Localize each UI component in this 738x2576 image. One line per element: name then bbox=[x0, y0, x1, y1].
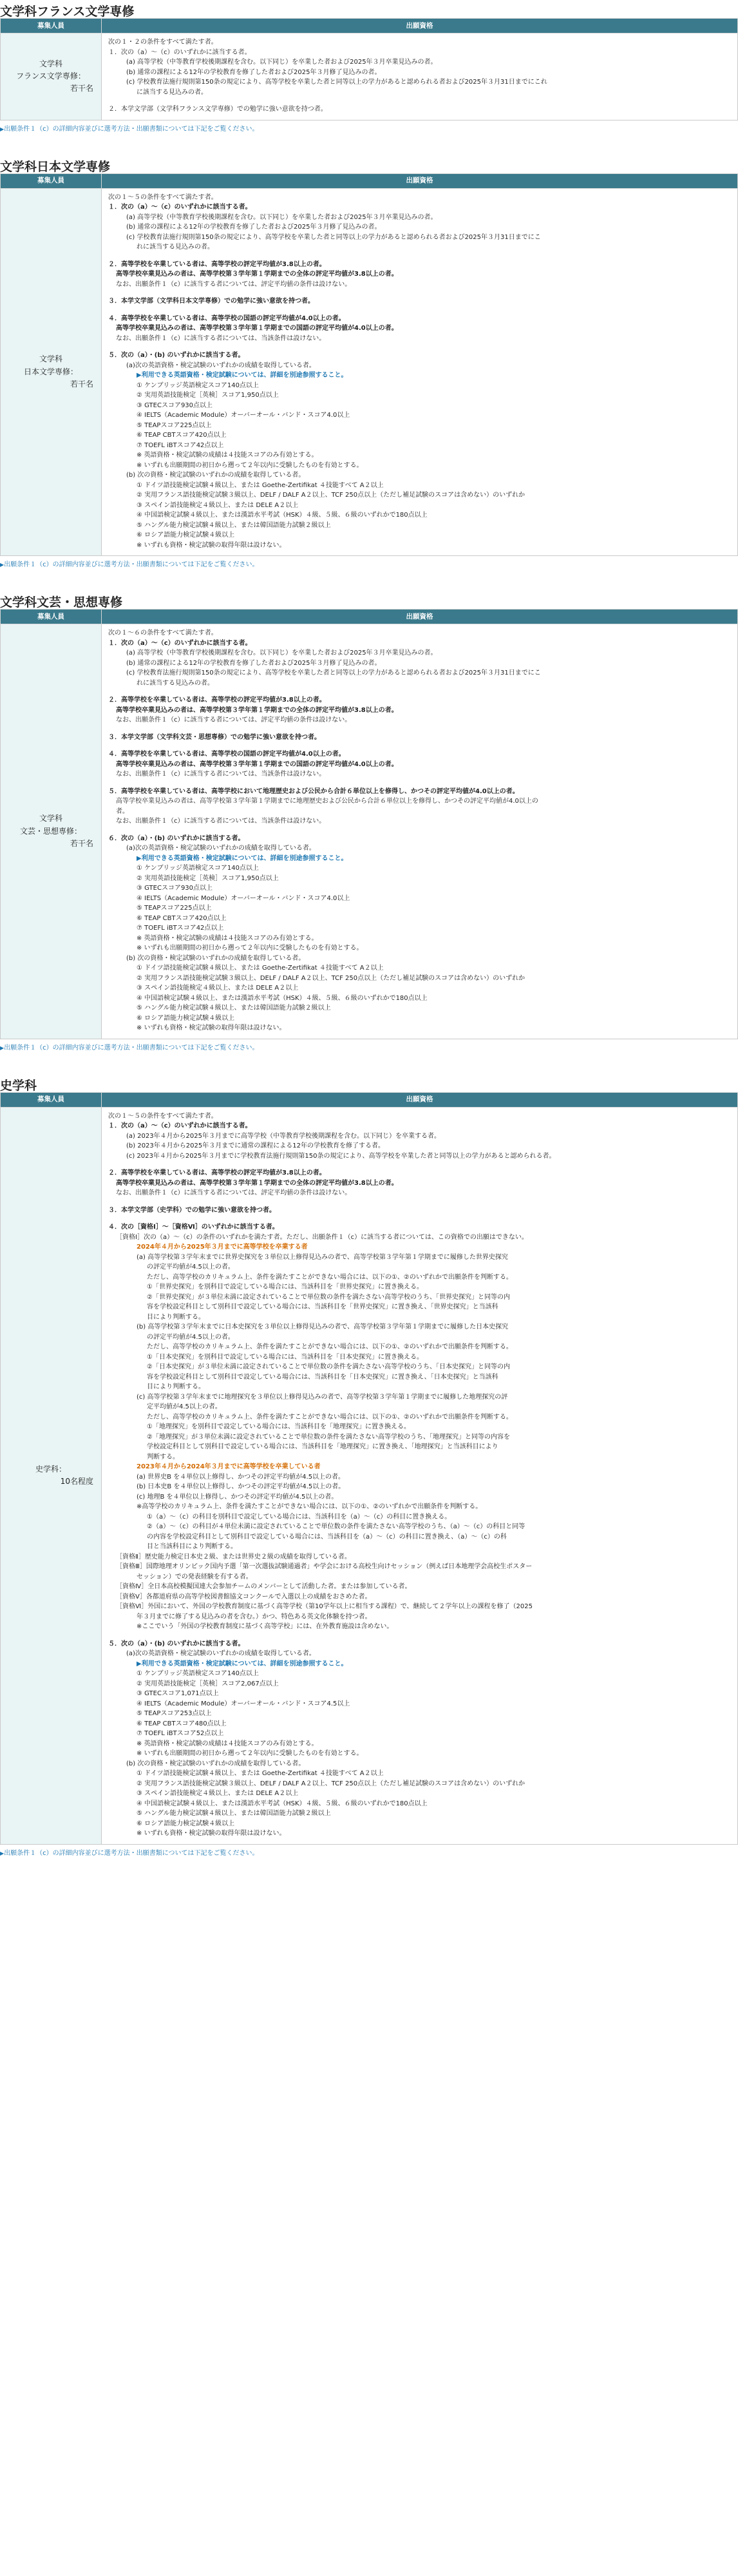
capacity-cell bbox=[1, 188, 102, 556]
requirement-line: ２．高等学校を卒業している者は、高等学校の評定平均値が3.8以上の者。 bbox=[108, 697, 326, 704]
requirement-line: ※ 英語資格・検定試験の成績は４技能スコアのみ有効とする。 bbox=[137, 452, 318, 459]
requirement-line: 高等学校卒業見込みの者は、高等学校第３学年第１学期までの国語の評定平均値が4.0以上の者。 bbox=[116, 760, 398, 768]
requirement-line: なお、出願条件１（c）に該当する者については、評定平均値の条件は設けない。 bbox=[116, 280, 352, 288]
requirement-line: (a)次の英語資格・検定試験のいずれかの成績を取得している者。 bbox=[126, 1650, 316, 1657]
requirement-line: ［資格Ⅴ］各都道府県の高等学校図書館協文コンクールで入選以上の成績をおさめた者。 bbox=[116, 1593, 372, 1600]
requirement-line: ④ IELTS（Academic Module）オーバーオール・バンド・スコア4.0以上 bbox=[137, 412, 350, 419]
requirement-line: ① ケンブリッジ英語検定スコア140点以上 bbox=[137, 865, 259, 872]
eligibility-cell bbox=[102, 1107, 738, 1844]
requirement-line: ①（a）～（c）の科目を別科目で設定している場合には、当該科目を（a）～（c）の科目に置き換える。 bbox=[147, 1513, 451, 1521]
requirement-line: 容を学校設定科目として別科目で設定している場合には、当該科目を「世界史探究」に置き換え、「世界史探究」と当該科 bbox=[147, 1303, 498, 1311]
eligibility-cell bbox=[102, 34, 738, 120]
requirement-line: (c) 学校教育法施行規則第150条の規定により、高等学校を卒業した者と同等以上の学力があると認められる者および2025年３月31日までにこれ bbox=[126, 79, 547, 86]
arrow-right-icon: ▶ bbox=[0, 1850, 5, 1856]
header-capacity: 募集人員 bbox=[1, 173, 102, 188]
requirement-line: セッション）での発表経験を有する者。 bbox=[137, 1573, 252, 1581]
details-link[interactable] bbox=[0, 1043, 738, 1056]
capacity-line: 文学科 bbox=[39, 59, 62, 68]
requirement-line: 目と当該科目により判断する。 bbox=[147, 1543, 237, 1550]
details-link[interactable] bbox=[0, 124, 738, 137]
requirement-line: ④ 中国語検定試験４級以上、または漢語水平考試（HSK）４級、５級、６級のいずれかで180点以上 bbox=[137, 1800, 428, 1807]
capacity-line: 10名程度 bbox=[60, 1477, 93, 1486]
requirement-line: 定平均値が4.5以上の者。 bbox=[147, 1403, 222, 1410]
requirement-line: ※ いずれも資格・検定試験の取得年限は設けない。 bbox=[137, 1024, 286, 1032]
requirement-line: 高等学校卒業見込みの者は、高等学校第３学年第１学期までに地理歴史および公民から合計６単位以上を修得し、かつその評定平均値が4.0以上の bbox=[116, 798, 538, 805]
capacity-line: 文学科 bbox=[39, 354, 62, 364]
requirement-line: 次の１・２の条件をすべて満たす者。 bbox=[108, 39, 218, 46]
requirement-line: ⑦ TOEFL iBTスコア52点以上 bbox=[137, 1730, 224, 1737]
requirement-line: (c) 学校教育法施行規則第150条の規定により、高等学校を卒業した者と同等以上の学力があると認められる者および2025年３月31日までにこ bbox=[126, 669, 541, 677]
requirement-line: ④ IELTS（Academic Module）オーバーオール・バンド・スコア4.5以上 bbox=[137, 1700, 350, 1707]
requirement-line: ※ いずれも出願期間の初日から遡って２年以内に受験したものを有効とする。 bbox=[137, 461, 363, 469]
requirement-line: (b) 高等学校第３学年末までに日本史探究を３単位以上修得見込みの者で、高等学校第３学年第１学期までに履修した日本史探究 bbox=[137, 1323, 509, 1331]
requirement-line: 高等学校卒業見込みの者は、高等学校第３学年第１学期までの全体の評定平均値が3.8以上の者。 bbox=[116, 706, 398, 714]
requirement-line: ［資格Ⅵ］外国において、外国の学校教育制度に基づく高等学校（第10学年以上に相当する課程）で、継続して２学年以上の課程を修了（2025 bbox=[116, 1603, 533, 1610]
requirement-line: ［資格Ⅱ］歴史能力検定日本史２級、または世界史２級の成績を取得している者。 bbox=[116, 1553, 351, 1561]
section-title: 文学科フランス文学専修 bbox=[0, 5, 135, 19]
requirement-line: ▶利用できる英語資格・検定試験については、詳細を別途参照すること。 bbox=[137, 1660, 348, 1668]
requirement-line: ⑥ TEAP CBTスコア480点以上 bbox=[137, 1720, 227, 1727]
requirements-table bbox=[0, 609, 738, 1039]
capacity-line: 文学科 bbox=[39, 814, 62, 823]
requirement-line: ４．高等学校を卒業している者は、高等学校の国語の評定平均値が4.0以上の者。 bbox=[108, 751, 345, 758]
requirement-line: ① ドイツ語技能検定試験４級以上、または Goethe-Zertifikat ４技能すべて A２以上 bbox=[137, 1770, 384, 1777]
details-link-text: 出願条件１（c）の詳細内容並びに選考方法・出願書類については下記をご覧ください。 bbox=[4, 561, 259, 568]
requirement-line: 次の１～５の条件をすべて満たす者。 bbox=[108, 193, 218, 201]
section-title: 文学科文芸・思想専修 bbox=[0, 595, 123, 610]
requirement-line: ①「地理探究」を別科目で設定している場合には、当該科目を「地理探究」に置き換える。 bbox=[147, 1423, 410, 1430]
requirement-line: ② 実用フランス語技能検定試験３級以上、DELF / DALF A２以上、TCF 250点以上（ただし補足試験のスコアは含めない）のいずれか bbox=[137, 492, 525, 499]
requirement-line: (a) 世界史B を４単位以上修得し、かつその評定平均値が4.5以上の者。 bbox=[137, 1473, 345, 1481]
requirement-line: 2023年４月から2024年３月までに高等学校を卒業している者 bbox=[137, 1463, 321, 1470]
requirement-line: ① ケンブリッジ英語検定スコア140点以上 bbox=[137, 381, 259, 389]
requirement-line: ②（a）～（c）の科目が４単位未満に設定されていることで単位数の条件を満たさない高等学校のうち、（a）～（c）の科目と同等 bbox=[147, 1523, 525, 1530]
section-title: 史学科 bbox=[0, 1078, 37, 1093]
requirement-line: ④ IELTS（Academic Module）オーバーオール・バンド・スコア4.0以上 bbox=[137, 894, 350, 902]
requirements-table bbox=[0, 173, 738, 557]
requirement-line: (a)次の英語資格・検定試験のいずれかの成績を取得している者。 bbox=[126, 845, 316, 852]
details-link-text: 出願条件１（c）の詳細内容並びに選考方法・出願書類については下記をご覧ください。 bbox=[4, 1849, 259, 1857]
requirement-line: ［資格Ⅰ］次の（a）～（c）の条件のいずれかを満たす者。ただし、出願条件１（c）に該当する者については、この資格での出願はできない。 bbox=[116, 1233, 528, 1241]
arrow-right-icon: ▶ bbox=[0, 562, 5, 568]
requirement-line: に該当する見込みの者。 bbox=[137, 88, 207, 96]
requirement-line: 高等学校卒業見込みの者は、高等学校第３学年第１学期までの全体の評定平均値が3.8以上の者。 bbox=[116, 1179, 398, 1187]
requirement-line: の評定平均値が4.5以上の者。 bbox=[147, 1333, 234, 1341]
section bbox=[0, 155, 738, 573]
requirement-line: ※ 英語資格・検定試験の成績は４技能スコアのみ有効とする。 bbox=[137, 934, 318, 942]
requirement-line: ① ドイツ語技能検定試験４級以上、または Goethe-Zertifikat ４技能すべて A２以上 bbox=[137, 965, 384, 972]
requirement-line: ※ いずれも出願期間の初日から遡って２年以内に受験したものを有効とする。 bbox=[137, 1750, 363, 1757]
requirement-line: ② 実用英語技能検定［英検］スコア2,067点以上 bbox=[137, 1680, 279, 1687]
requirement-line: 学校設定科目として別科目で設定している場合には、当該科目を「地理探究」に置き換え、「地理探究」と当該科目により bbox=[147, 1443, 498, 1450]
requirement-line: ④ 中国語検定試験４級以上、または漢語水平考試（HSK）４級、５級、６級のいずれかで180点以上 bbox=[137, 994, 428, 1002]
requirement-line: ⑥ ロシア語能力検定試験４級以上 bbox=[137, 1820, 235, 1827]
requirement-line: (a) 高等学校第３学年末までに世界史探究を３単位以上修得見込みの者で、高等学校第３学年第１学期までに履修した世界史探究 bbox=[137, 1253, 508, 1261]
requirement-line: ４．次の［資格Ⅰ］～［資格Ⅵ］のいずれかに該当する者。 bbox=[108, 1224, 279, 1231]
capacity-cell bbox=[1, 1107, 102, 1844]
requirement-line: ※ いずれも出願期間の初日から遡って２年以内に受験したものを有効とする。 bbox=[137, 945, 363, 952]
requirement-line: 判断する。 bbox=[147, 1453, 179, 1461]
section bbox=[0, 591, 738, 1056]
requirement-line: ①「世界史探究」を別科目で設定している場合には、当該科目を「世界史探究」に置き換える。 bbox=[147, 1283, 423, 1291]
requirement-line: ① ケンブリッジ英語検定スコア140点以上 bbox=[137, 1670, 259, 1677]
requirement-line: ⑥ ロシア語能力検定試験４級以上 bbox=[137, 532, 235, 539]
requirement-line: ５．次の（a）・(b) のいずれかに該当する者。 bbox=[108, 352, 245, 359]
requirement-line: ④ 中国語検定試験４級以上、または漢語水平考試（HSK）４級、５級、６級のいずれかで180点以上 bbox=[137, 512, 428, 519]
requirement-line: ※ 英語資格・検定試験の成績は４技能スコアのみ有効とする。 bbox=[137, 1740, 318, 1747]
requirement-line: (a) 高等学校（中等教育学校後期課程を含む。以下同じ）を卒業した者および2025年３月卒業見込みの者。 bbox=[126, 649, 437, 657]
requirement-line: ③ GTECスコア1,071点以上 bbox=[137, 1690, 219, 1697]
requirement-line: ［資格Ⅲ］国際地理オリンピック国内予選「第一次選抜試験通過者」や学会における高校生向けセッション（例えば日本地理学会高校生ポスター bbox=[116, 1563, 533, 1570]
requirement-line: 容を学校設定科目として別科目で設定している場合には、当該科目を「日本史探究」に置き換え、「日本史探究」と当該科 bbox=[147, 1373, 498, 1381]
requirement-line: ② 実用フランス語技能検定試験３級以上、DELF / DALF A２以上、TCF 250点以上（ただし補足試験のスコアは含めない）のいずれか bbox=[137, 1780, 525, 1787]
requirement-line: ②「地理探究」が３単位未満に設定されていることで単位数の条件を満たさない高等学校のうち、「地理探究」と同等の内容を bbox=[147, 1433, 510, 1441]
requirement-line: 高等学校卒業見込みの者は、高等学校第３学年第１学期までの国語の評定平均値が4.0以上の者。 bbox=[116, 325, 398, 332]
requirement-line: ③ スペイン語技能検定４級以上、または DELE A２以上 bbox=[137, 1790, 299, 1797]
requirement-line: ⑤ TEAPスコア253点以上 bbox=[137, 1710, 212, 1717]
section bbox=[0, 1074, 738, 1861]
requirement-line: ４．高等学校を卒業している者は、高等学校の国語の評定平均値が4.0以上の者。 bbox=[108, 314, 345, 322]
requirement-line: ２．高等学校を卒業している者は、高等学校の評定平均値が3.8以上の者。 bbox=[108, 1169, 326, 1177]
requirement-line: ※ いずれも資格・検定試験の取得年限は設けない。 bbox=[137, 541, 286, 549]
requirement-line: ５．高等学校を卒業している者は、高等学校において地理歴史および公民から合計６単位以上を修得し、かつその評定平均値が4.0以上の者。 bbox=[108, 787, 519, 795]
requirement-line: ⑥ ロシア語能力検定試験４級以上 bbox=[137, 1014, 235, 1022]
section bbox=[0, 0, 738, 137]
requirement-line: なお、出願条件１（c）に該当する者については、評定平均値の条件は設けない。 bbox=[116, 716, 352, 724]
header-eligibility: 出願資格 bbox=[102, 1092, 738, 1107]
requirement-line: (b) 通常の課程による12年の学校教育を修了した者および2025年３月修了見込みの者。 bbox=[126, 659, 381, 667]
section-title: 文学科日本文学専修 bbox=[0, 159, 111, 174]
requirement-line: (a) 高等学校（中等教育学校後期課程を含む。以下同じ）を卒業した者および2025年３月卒業見込みの者。 bbox=[126, 213, 437, 221]
requirement-line: ⑤ ハングル能力検定試験４級以上、または韓国語能力試験２級以上 bbox=[137, 1004, 331, 1012]
requirement-line: ６．次の（a）・(b) のいずれかに該当する者。 bbox=[108, 834, 245, 842]
requirement-line: ３．本学文学部（史学科）での勉学に強い意欲を持つ者。 bbox=[108, 1206, 276, 1214]
requirement-line: １．次の（a）～（c）のいずれかに該当する者。 bbox=[108, 48, 251, 56]
requirement-line: ３．本学文学部（文学科文芸・思想専修）での勉学に強い意欲を持つ者。 bbox=[108, 733, 321, 741]
capacity-line: 文芸・思想専修： bbox=[19, 826, 82, 836]
eligibility-cell bbox=[102, 188, 738, 556]
requirement-line: ただし、高等学校のカリキュラム上、条件を満たすことができない場合には、以下の①、②のいずれかで出願条件を判断する。 bbox=[147, 1413, 513, 1421]
requirement-line: (a) 高等学校（中等教育学校後期課程を含む。以下同じ）を卒業した者および2025年３月卒業見込みの者。 bbox=[126, 59, 437, 66]
requirement-line: れに該当する見込みの者。 bbox=[137, 244, 214, 251]
capacity-line: 若干名 bbox=[70, 379, 93, 389]
capacity-line: 若干名 bbox=[70, 838, 93, 848]
details-link-text: 出願条件１（c）の詳細内容並びに選考方法・出願書類については下記をご覧ください。 bbox=[4, 125, 259, 133]
requirement-line: ※高等学校のカリキュラム上、条件を満たすことができない場合には、以下の①、②のいずれかで出願条件を判断する。 bbox=[137, 1503, 482, 1510]
requirement-line: 年３月までに修了する見込みの者を含む。）かつ、特色ある英文化体験を持つ者。 bbox=[137, 1613, 372, 1620]
requirement-line: ２．高等学校を卒業している者は、高等学校の評定平均値が3.8以上の者。 bbox=[108, 260, 326, 268]
requirement-line: １．次の（a）～（c）のいずれかに該当する者。 bbox=[108, 639, 252, 647]
header-eligibility: 出願資格 bbox=[102, 173, 738, 188]
requirement-line: ただし、高等学校のカリキュラム上、条件を満たすことができない場合には、以下の①、②のいずれかで出願条件を判断する。 bbox=[147, 1343, 513, 1350]
requirement-line: なお、出願条件１（c）に該当する者については、当該条件は設けない。 bbox=[116, 771, 326, 778]
eligibility-cell bbox=[102, 624, 738, 1039]
requirement-line: 次の１～５の条件をすべて満たす者。 bbox=[108, 1112, 218, 1120]
requirement-line: (c) 2023年４月から2025年３月までに学校教育法施行規則第150条の規定により、高等学校を卒業した者と同等以上の学力があると認められる者。 bbox=[126, 1152, 556, 1160]
requirement-line: ただし、高等学校のカリキュラム上、条件を満たすことができない場合には、以下の①、②のいずれかで出願条件を判断する。 bbox=[147, 1273, 513, 1281]
arrow-right-icon: ▶ bbox=[0, 1044, 5, 1051]
requirement-line: (c) 高等学校第３学年末までに地理探究を３単位以上修得見込みの者で、高等学校第３学年第１学期までに履修した地理探究の評 bbox=[137, 1393, 508, 1401]
requirement-line: ⑥ TEAP CBTスコア420点以上 bbox=[137, 432, 227, 439]
requirement-line: ⑥ TEAP CBTスコア420点以上 bbox=[137, 914, 227, 922]
capacity-line: フランス文学専修： bbox=[16, 72, 86, 81]
capacity-line: 若干名 bbox=[70, 84, 93, 93]
requirement-line: ※ いずれも資格・検定試験の取得年限は設けない。 bbox=[137, 1830, 286, 1837]
requirement-line: ⑤ ハングル能力検定試験４級以上、または韓国語能力試験２級以上 bbox=[137, 521, 331, 529]
arrow-right-icon: ▶ bbox=[0, 126, 5, 132]
requirement-line: 次の１～６の条件をすべて満たす者。 bbox=[108, 630, 218, 637]
requirement-line: の内容を学校設定科目として別科目で設定している場合には、当該科目を（a）～（c）の科目に置き換え、（a）～（c）の科 bbox=[147, 1533, 507, 1541]
requirement-line: ③ スペイン語技能検定４級以上、または DELE A２以上 bbox=[137, 501, 299, 509]
requirement-line: (b) 次の資格・検定試験のいずれかの成績を取得している者。 bbox=[126, 1760, 305, 1767]
requirement-line: (b) 次の資格・検定試験のいずれかの成績を取得している者。 bbox=[126, 472, 305, 479]
requirement-line: ③ GTECスコア930点以上 bbox=[137, 885, 213, 892]
requirement-line: ▶利用できる英語資格・検定試験については、詳細を別途参照すること。 bbox=[137, 372, 348, 379]
requirement-line: ②「世界史探究」が３単位未満に設定されていることで単位数の条件を満たさない高等学校のうち、「世界史探究」と同等の内 bbox=[147, 1293, 510, 1301]
requirement-line: (b) 通常の課程による12年の学校教育を修了した者および2025年３月修了見込みの者。 bbox=[126, 68, 381, 76]
capacity-line: 日本文学専修： bbox=[23, 367, 78, 376]
capacity-line: 史学科： bbox=[35, 1464, 66, 1474]
requirement-line: (b) 2023年４月から2025年３月までに通常の課程による12年の学校教育を修了する者。 bbox=[126, 1142, 384, 1149]
requirement-line: (c) 学校教育法施行規則第150条の規定により、高等学校を卒業した者と同等以上の学力があると認められる者および2025年３月31日までにこ bbox=[126, 233, 541, 241]
requirement-line: ［資格Ⅳ］全日本高校模擬国連大会参加チームのメンバーとして活動した者。または参加している者。 bbox=[116, 1583, 412, 1590]
requirement-line: (b) 日本史B を４単位以上修得し、かつその評定平均値が4.5以上の者。 bbox=[137, 1483, 345, 1490]
requirement-line: ②「日本史探究」が３単位未満に設定されていることで単位数の条件を満たさない高等学校のうち、「日本史探究」と同等の内 bbox=[147, 1363, 510, 1370]
requirement-line: (a) 2023年４月から2025年３月までに高等学校（中等教育学校後期課程を含む。以下同じ）を卒業する者。 bbox=[126, 1132, 441, 1140]
requirement-line: (a)次の英語資格・検定試験のいずれかの成績を取得している者。 bbox=[126, 361, 316, 369]
requirement-line: 目により判断する。 bbox=[147, 1313, 205, 1321]
requirement-line: ③ GTECスコア930点以上 bbox=[137, 401, 213, 409]
requirement-line: ⑦ TOEFL iBTスコア42点以上 bbox=[137, 925, 224, 932]
requirement-line: １．次の（a）～（c）のいずれかに該当する者。 bbox=[108, 204, 252, 211]
requirement-line: 2024年４月から2025年３月までに高等学校を卒業する者 bbox=[137, 1244, 308, 1251]
header-capacity: 募集人員 bbox=[1, 610, 102, 624]
details-link-text: 出願条件１（c）の詳細内容並びに選考方法・出願書類については下記をご覧ください。 bbox=[4, 1044, 259, 1052]
requirement-line: ③ スペイン語技能検定４級以上、または DELE A２以上 bbox=[137, 985, 299, 992]
details-link[interactable] bbox=[0, 1849, 738, 1861]
requirement-line: (b) 次の資格・検定試験のいずれかの成績を取得している者。 bbox=[126, 954, 305, 962]
capacity-cell bbox=[1, 624, 102, 1039]
requirement-line: 高等学校卒業見込みの者は、高等学校第３学年第１学期までの全体の評定平均値が3.8以上の者。 bbox=[116, 271, 398, 278]
requirement-line: 目により判断する。 bbox=[147, 1383, 205, 1390]
header-capacity: 募集人員 bbox=[1, 1092, 102, 1107]
requirement-line: ⑤ TEAPスコア225点以上 bbox=[137, 905, 212, 912]
requirement-line: ※ここでいう「外国の学校教育制度に基づく高等学校」には、在外教育施設は含めない。 bbox=[137, 1623, 393, 1630]
details-link[interactable] bbox=[0, 560, 738, 573]
requirement-line: れに該当する見込みの者。 bbox=[137, 679, 214, 687]
requirement-line: の評定平均値が4.5以上の者。 bbox=[147, 1264, 234, 1271]
requirement-line: ② 実用英語技能検定［英検］スコア1,950点以上 bbox=[137, 392, 279, 399]
requirement-line: なお、出願条件１（c）に該当する者については、評定平均値の条件は設けない。 bbox=[116, 1189, 352, 1197]
requirement-line: ⑤ TEAPスコア225点以上 bbox=[137, 421, 212, 429]
requirement-line: ② 実用フランス語技能検定試験３級以上、DELF / DALF A２以上、TCF 250点以上（ただし補足試験のスコアは含めない）のいずれか bbox=[137, 974, 525, 982]
requirement-line: 者。 bbox=[116, 807, 129, 815]
requirement-line: ① ドイツ語技能検定試験４級以上、または Goethe-Zertifikat ４技能すべて A２以上 bbox=[137, 481, 384, 489]
requirement-line: ⑤ ハングル能力検定試験４級以上、または韓国語能力試験２級以上 bbox=[137, 1810, 331, 1817]
requirement-line: ▶利用できる英語資格・検定試験については、詳細を別途参照すること。 bbox=[137, 854, 348, 862]
requirement-line: ５．次の（a）・(b) のいずれかに該当する者。 bbox=[108, 1640, 245, 1648]
requirement-line: (b) 通常の課程による12年の学校教育を修了した者および2025年３月修了見込みの者。 bbox=[126, 224, 381, 231]
header-capacity: 募集人員 bbox=[1, 19, 102, 34]
requirement-line: なお、出願条件１（c）に該当する者については、当該条件は設けない。 bbox=[116, 818, 326, 825]
header-eligibility: 出願資格 bbox=[102, 19, 738, 34]
requirement-line: なお、出願条件１（c）に該当する者については、当該条件は設けない。 bbox=[116, 334, 326, 342]
requirement-line: ３．本学文学部（文学科日本文学専修）での勉学に強い意欲を持つ者。 bbox=[108, 298, 314, 305]
requirement-line: ①「日本史探究」を別科目で設定している場合には、当該科目を「日本史探究」に置き換える。 bbox=[147, 1353, 423, 1361]
requirement-line: ⑦ TOEFL iBTスコア42点以上 bbox=[137, 441, 224, 449]
requirements-table bbox=[0, 18, 738, 120]
requirement-line: １．次の（a）～（c）のいずれかに該当する者。 bbox=[108, 1122, 252, 1129]
header-eligibility: 出願資格 bbox=[102, 610, 738, 624]
requirement-line: ② 実用英語技能検定［英検］スコア1,950点以上 bbox=[137, 874, 279, 882]
requirement-line: (c) 地理B を４単位以上修得し、かつその評定平均値が4.5以上の者。 bbox=[137, 1493, 338, 1501]
requirement-line: ２．本学文学部（文学科フランス文学専修）での勉学に強い意欲を持つ者。 bbox=[108, 106, 327, 113]
capacity-cell bbox=[1, 34, 102, 120]
requirements-table bbox=[0, 1092, 738, 1845]
